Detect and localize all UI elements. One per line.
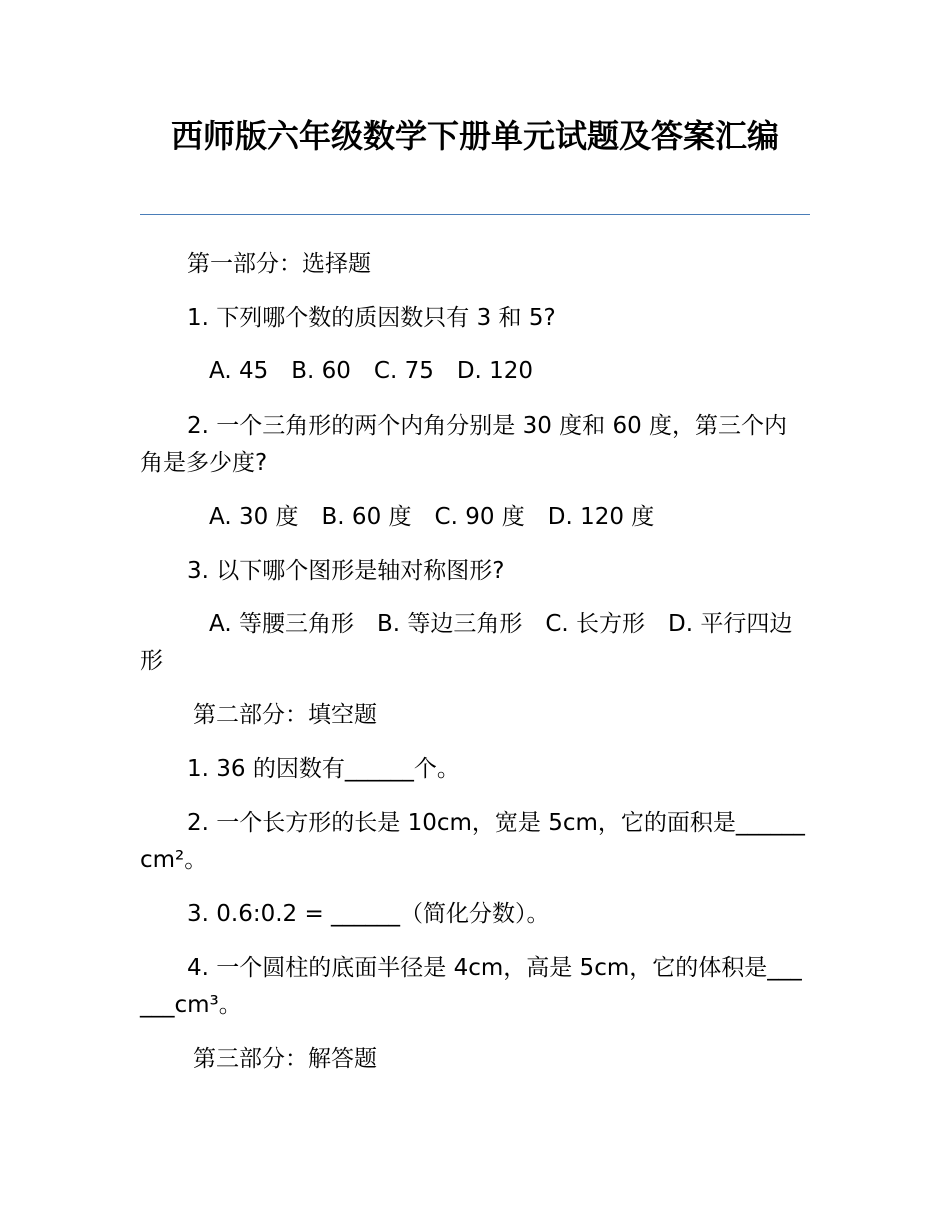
title-divider	[140, 214, 810, 215]
document-title: 西师版六年级数学下册单元试题及答案汇编	[170, 117, 779, 155]
section2-q4: 4. 一个圆柱的底面半径是 4cm，高是 5cm，它的体积是______cm³。	[140, 955, 802, 1018]
section2-q3: 3. 0.6:0.2 = ______（简化分数）。	[187, 901, 550, 927]
section2-q2: 2. 一个长方形的长是 10cm，宽是 5cm，它的面积是______cm²。	[140, 810, 805, 873]
section1-q2-options: A. 30 度 B. 60 度 C. 90 度 D. 120 度	[209, 504, 655, 530]
section1-q3-options: A. 等腰三角形 B. 等边三角形 C. 长方形 D. 平行四边形	[140, 611, 793, 674]
section2-q1: 1. 36 的因数有______个。	[187, 756, 460, 782]
section1-q2-text: 2. 一个三角形的两个内角分别是 30 度和 60 度，第三个内角是多少度?	[140, 413, 788, 476]
section1-q1-text: 1. 下列哪个数的质因数只有 3 和 5?	[187, 305, 556, 331]
section1-heading: 第一部分：选择题	[187, 251, 371, 277]
section1-q1-options: A. 45 B. 60 C. 75 D. 120	[209, 358, 534, 384]
section2-heading: 第二部分：填空题	[193, 702, 377, 728]
section1-q3-text: 3. 以下哪个图形是轴对称图形?	[187, 558, 505, 584]
section3-heading: 第三部分：解答题	[193, 1046, 377, 1072]
